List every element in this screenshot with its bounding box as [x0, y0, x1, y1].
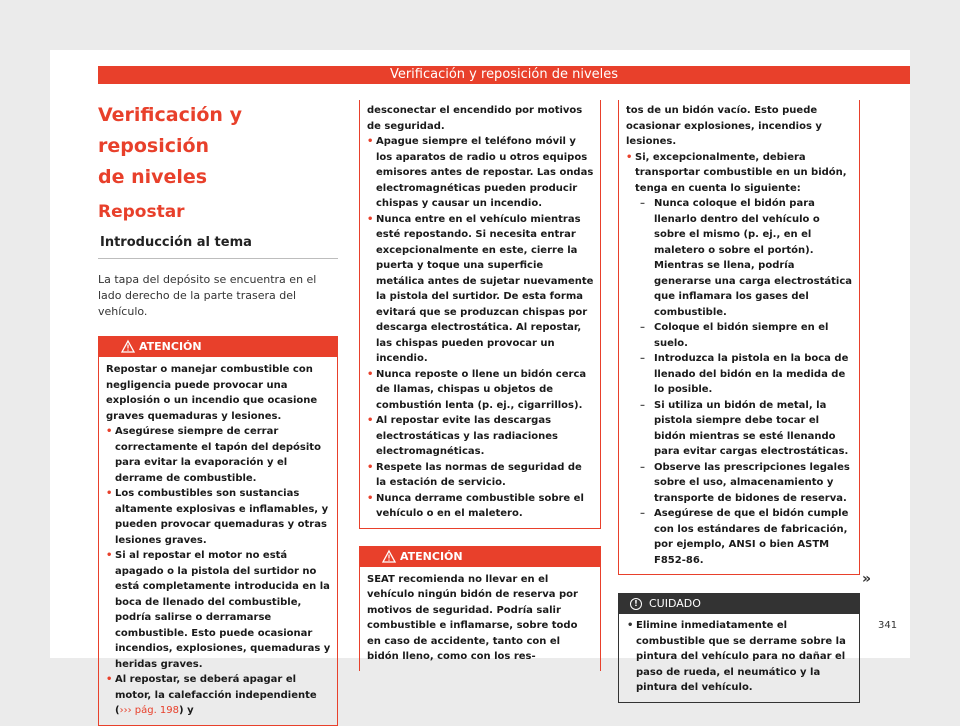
caution-body — [619, 614, 859, 702]
warning-bullet: • Nunca derrame combustible sobre el vehículo o en el maletero. — [367, 491, 594, 522]
running-header: Verificación y reposición de niveles — [98, 66, 910, 84]
subsection-title: Introducción al tema — [98, 235, 338, 259]
warning-body — [360, 100, 600, 528]
warning-bullet: • Asegúrese siempre de cerrar correctamente el tapón del depósito para evitar la evaporación y el derrame de combustible. — [106, 424, 331, 486]
warning-box-2-continued — [618, 100, 860, 575]
warning-bullet: • Si al repostar el motor no está apagado o la pistola del surtidor no está completamente introducida en la boca de llenado del combustible, podría salirse o derramarse combustible. Esto puede ocasionar incendios, explosiones, quemaduras y heridas graves. — [106, 548, 331, 672]
warning-dash-item: – Si utiliza un bidón de metal, la pistola siempre debe tocar el bidón mientras se esté llenando para evitar cargas electrostáticas. — [626, 398, 853, 460]
manual-page — [50, 50, 910, 716]
warning-paragraph: SEAT recomienda no llevar en el vehículo ningún bidón de reserva por motivos de seguridad. Podría salir combustible e inflamarse, sobre todo en caso de accidente, tanto con el bidón lleno, como con los res- — [367, 573, 578, 662]
warning-triangle-icon — [121, 340, 135, 353]
warning-bullet: • Nunca reposte o llene un bidón cerca de llamas, chispas u objetos de combustión lenta (p. ej., cigarrillos). — [367, 367, 594, 414]
warning-bullet: • Nunca entre en el vehículo mientras esté repostando. Si necesita entrar excepcionalmente en este, cierre la puerta y toque una superficie metálica antes de sujetar nuevamente la pistola del surtidor. De esta forma evitará que se produzcan chispas por descarga electrostática. Al repostar, las chispas pueden provocar un incendio. — [367, 212, 594, 367]
warning-header: ATENCIÓN — [99, 337, 337, 357]
warning-dash-item: – Coloque el bidón siempre en el suelo. — [626, 320, 853, 351]
warning-dash-item: – Asegúrese de que el bidón cumple con los estándares de fabricación, por ejemplo, ANSI o bien ASTM F852-86. — [626, 506, 853, 568]
warning-box-1 — [98, 336, 338, 726]
warning-bullet: • Los combustibles son sustancias altamente explosivas e inflamables, y pueden provocar quemaduras y otras lesiones graves. — [106, 486, 331, 548]
warning-body — [360, 567, 600, 671]
warning-body — [99, 357, 337, 725]
warning-bullet: • Al repostar evite las descargas electrostáticas y las radiaciones electromagnéticas. — [367, 413, 594, 460]
warning-continued-text: tos de un bidón vacío. Esto puede ocasionar explosiones, incendios y lesiones. — [626, 105, 822, 147]
warning-bullet: • Respete las normas de seguridad de la estación de servicio. — [367, 460, 594, 491]
warning-bullet: • Si, excepcionalmente, debiera transportar combustible en un bidón, tenga en cuenta lo siguiente: — [626, 150, 853, 197]
page-number: 341 — [878, 620, 898, 631]
warning-body — [619, 100, 859, 574]
section-title: Repostar — [98, 202, 185, 222]
page-reference-link[interactable]: ››› pág. 198 — [119, 705, 180, 716]
caution-header: ! CUIDADO — [619, 594, 859, 614]
warning-box-1-continued — [359, 100, 601, 529]
caution-box — [618, 593, 860, 703]
column-2 — [359, 100, 601, 671]
warning-box-2 — [359, 546, 601, 671]
continue-chevron-icon: » — [862, 571, 872, 587]
warning-paragraph: Repostar o manejar combustible con negligencia puede provocar una explosión o un incendio que ocasione graves quemaduras y lesiones. — [106, 364, 318, 422]
warning-bullet: • Al repostar, se deberá apagar el motor, la calefacción independiente (››› pág. 198) y — [106, 672, 331, 719]
warning-dash-item: – Introduzca la pistola en la boca de llenado del bidón en la medida de lo posible. — [626, 351, 853, 398]
warning-dash-item: – Nunca coloque el bidón para llenarlo dentro del vehículo o sobre el mismo (p. ej., en el maletero o sobre el portón). Mientras se llena, podría generarse una carga electrostática que inflamara los gases del combustible. — [626, 196, 853, 320]
caution-bullet: • Elimine inmediatamente el combustible que se derrame sobre la pintura del vehículo para no dañar el paso de rueda, el neumático y la pintura del vehículo. — [627, 618, 853, 696]
warning-bullet: • Apague siempre el teléfono móvil y los aparatos de radio u otros equipos emisores antes de repostar. Las ondas electromagnéticas pueden producir chispas y causar un incendio. — [367, 134, 594, 212]
intro-text: La tapa del depósito se encuentra en el lado derecho de la parte trasera del vehículo. — [98, 273, 317, 318]
warning-header: ATENCIÓN — [360, 547, 600, 567]
column-3 — [618, 100, 860, 703]
warning-continued-text: desconectar el encendido por motivos de seguridad. — [367, 105, 583, 132]
page-title: Verificación y reposición de niveles — [98, 104, 242, 188]
info-circle-icon: ! — [630, 598, 642, 610]
warning-dash-item: – Observe las prescripciones legales sobre el uso, almacenamiento y transporte de bidones de reserva. — [626, 460, 853, 507]
column-1 — [98, 100, 338, 726]
warning-triangle-icon — [382, 550, 396, 563]
